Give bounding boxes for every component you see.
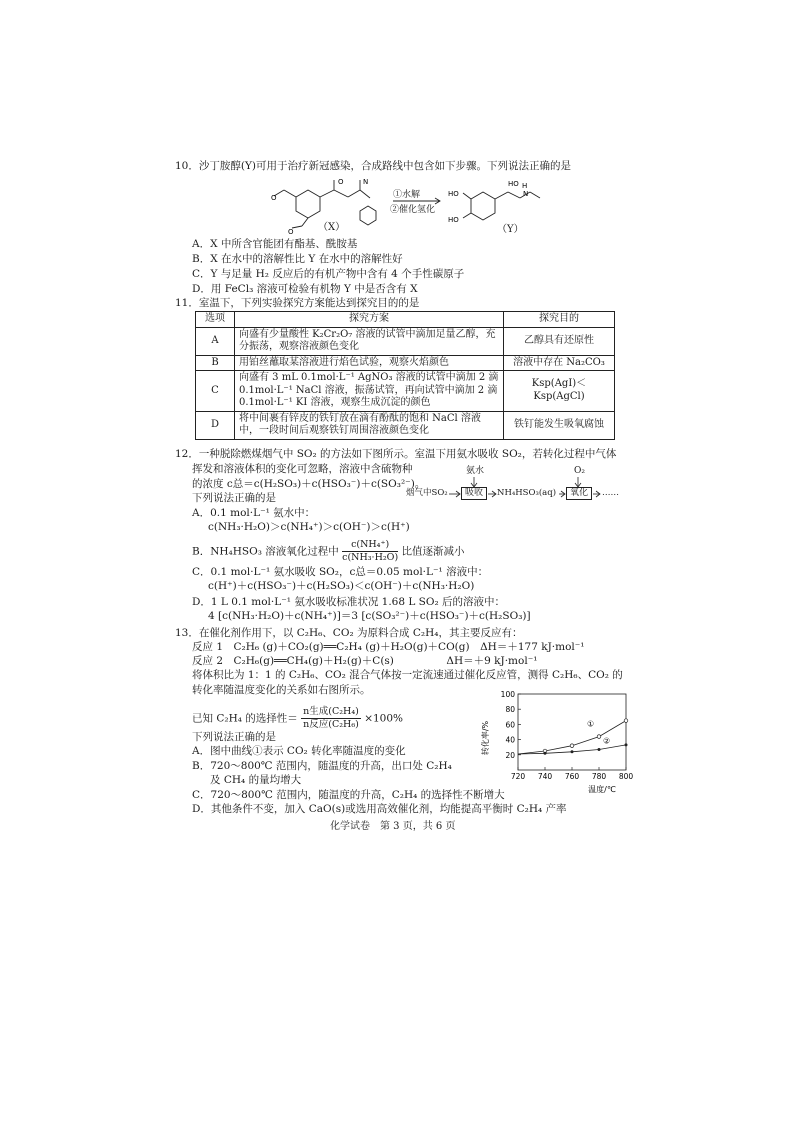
q13-option-b-line1: B．720～800℃ 范围内，随温度的升高，出口处 C₂H₄: [192, 760, 452, 772]
q13-stem: 13．在催化剂作用下，以 C₂H₆、CO₂ 为原料合成 C₂H₄，其主要反应有：: [175, 627, 523, 639]
row-goal: 乙醇具有还原性: [504, 327, 615, 355]
y-tick-label: 40: [505, 735, 515, 745]
flow-absorb-box: 吸收: [461, 487, 487, 500]
flow-o2-label: O₂: [574, 466, 585, 476]
q13-option-d: D．其他条件不变，加入 CaO(s)或选用高效催化剂，均能提高平衡时 C₂H₄ 产率: [192, 803, 567, 815]
x-tick-label: 720: [510, 772, 526, 781]
data-point: [598, 748, 601, 751]
flow-mid: NH₄HSO₃(aq): [497, 488, 557, 498]
chart-y-label: 转化率/%: [481, 720, 490, 756]
fraction-numerator: n生成(C₂H₄): [303, 706, 359, 717]
q12-option-d-line1: D．1 L 0.1 mol·L⁻¹ 氨水吸收标准状况 1.68 L SO₂ 后的溶液中：: [192, 596, 506, 608]
q13-option-b-line2: 及 CH₄ 的量均增大: [210, 774, 302, 786]
row-option: A: [196, 327, 235, 355]
x-tick-label: 760: [564, 772, 580, 781]
x-benzene-ring: [296, 190, 320, 218]
page-footer: 化学试卷 第 3 页，共 6 页: [330, 821, 456, 832]
table-row: [196, 411, 615, 439]
flow-end: ……: [602, 488, 619, 498]
q13-reaction-2: 反应 2 C₂H₆(g)══CH₄(g)＋H₂(g)＋C(s) ΔH＝＋9 kJ·mol⁻¹: [192, 655, 538, 667]
svg-text:HO: HO: [448, 216, 459, 224]
q11-table: [195, 311, 615, 440]
q10-stem: 10．沙丁胺醇(Y)可用于治疗新冠感染，合成路线中包含如下步骤。下列说法正确的是: [175, 160, 571, 172]
row-goal: Ksp(AgI)＜Ksp(AgCl): [504, 371, 615, 412]
q12-option-a-line1: A．0.1 mol·L⁻¹ 氨水中：: [192, 507, 316, 519]
q10-option-b: B．X 在水中的溶解性比 Y 在水中的溶解性好: [192, 253, 403, 265]
fraction-denominator: n反应(C₂H₆): [303, 718, 359, 730]
q13-ask: 下列说法正确的是: [192, 731, 276, 743]
row-plan: 用铂丝蘸取某溶液进行焰色试验，观察火焰颜色: [235, 355, 504, 371]
svg-text:H: H: [522, 182, 528, 190]
data-point: [597, 735, 601, 739]
q10-label-x: （X）: [318, 222, 346, 233]
q12-option-a-line2: c(NH₃·H₂O)＞c(NH₄⁺)＞c(OH⁻)＞c(H⁺): [208, 521, 410, 533]
x-phenyl-ring: [360, 206, 376, 225]
svg-text:HO: HO: [508, 180, 519, 188]
q12-option-b-pre: B．NH₄HSO₃ 溶液氧化过程中: [192, 545, 339, 558]
row-plan: 将中间裹有锌皮的铁钉放在滴有酚酞的饱和 NaCl 溶液中，一段时间后观察铁钉周围溶液颜色变化: [235, 411, 504, 439]
row-goal: 溶液中存在 Na₂CO₃: [504, 355, 615, 371]
series-label: ②: [603, 736, 611, 746]
conversion-chart: [478, 686, 638, 796]
x-tick-label: 780: [591, 772, 607, 781]
selectivity-fraction: [301, 706, 361, 731]
x-tick-label: 800: [618, 772, 634, 781]
y-benzene-ring: [471, 192, 495, 220]
data-point: [571, 750, 574, 753]
q13-option-c: C．720～800℃ 范围内，随温度的升高，C₂H₄ 的选择性不断增大: [192, 789, 505, 801]
q10-step1: ①水解: [393, 190, 421, 200]
data-point: [625, 743, 628, 746]
header-plan: 探究方案: [235, 312, 504, 328]
q13-description-line1: 将体积比为 1：1 的 C₂H₆、CO₂ 混合气体按一定流速通过催化反应管，测得 C₂H₆、CO₂ 的: [192, 669, 623, 681]
q12-option-b-post: 比值逐渐减小: [401, 545, 465, 558]
svg-text:N: N: [363, 178, 369, 186]
header-option: 选项: [196, 312, 235, 328]
data-point: [570, 744, 574, 748]
q12-stem-line3: 的浓度 c总＝c(H₂SO₃)＋c(HSO₃⁻)＋c(SO₃²⁻)。: [192, 478, 426, 490]
row-option: B: [196, 355, 235, 371]
q12-option-c-line1: C．0.1 mol·L⁻¹ 氨水吸收 SO₂，c总＝0.05 mol·L⁻¹ 溶液中：: [192, 566, 489, 578]
svg-text:O: O: [288, 228, 294, 234]
x-tick-label: 740: [537, 772, 553, 781]
q11-stem: 11．室温下，下列实验探究方案能达到探究目的的是: [175, 297, 420, 309]
series-label: ①: [587, 719, 595, 729]
q12-stem-line4: 下列说法正确的是: [192, 492, 276, 504]
y-tick-label: 80: [505, 705, 515, 715]
svg-text:HO: HO: [448, 190, 459, 198]
row-goal: 铁钉能发生吸氧腐蚀: [504, 411, 615, 439]
q10-option-c: C．Y 与足量 H₂ 反应后的有机产物中含有 4 个手性碳原子: [192, 268, 465, 280]
q12-option-c-line2: c(H⁺)＋c(HSO₃⁻)＋c(H₂SO₃)＜c(OH⁻)＋c(NH₃·H₂O): [208, 580, 475, 592]
table-row: [196, 371, 615, 412]
header-goal: 探究目的: [504, 312, 615, 328]
data-point: [544, 752, 547, 755]
q10-step2: ②催化氢化: [390, 205, 436, 215]
y-tick-label: 100: [500, 690, 515, 699]
q12-option-b-fraction: [342, 539, 398, 564]
q12-flow-diagram: [406, 466, 626, 506]
flow-gas: 烟气中SO₂: [406, 488, 448, 498]
flow-arrows: [406, 466, 626, 506]
q13-reaction-1: 反应 1 C₂H₆ (g)＋CO₂(g)══C₂H₄ (g)＋H₂O(g)＋CO(g) ΔH＝＋177 kJ·mol⁻¹: [192, 641, 585, 653]
q12-option-d-line2: 4 [c(NH₃·H₂O)＋c(NH₄⁺)]＝3 [c(SO₃²⁻)＋c(HSO₃⁻)＋c(H₂SO₃)]: [208, 610, 531, 622]
fraction-denominator: c(NH₃·H₂O): [342, 551, 399, 563]
q12-stem-line2: 挥发和溶液体积的变化可忽略，溶液中含硫物种: [192, 463, 413, 475]
svg-text:N: N: [523, 190, 529, 198]
y-tick-label: 20: [505, 750, 515, 760]
q13-description-line2: 转化率随温度变化的关系如右图所示。: [192, 684, 371, 696]
chart-frame: [518, 694, 626, 770]
chart-x-label: 温度/℃: [588, 785, 616, 794]
data-point: [624, 719, 628, 723]
flow-oxidize-box: 氧化: [566, 487, 592, 500]
q10-option-a: A．X 中所含官能团有酯基、酰胺基: [192, 238, 358, 250]
q10-option-d: D．用 FeCl₃ 溶液可检验有机物 Y 中是否含有 X: [192, 283, 418, 295]
q12-option-b: [192, 539, 465, 564]
table-row: [196, 355, 615, 371]
row-plan: 向盛有少量酸性 K₂Cr₂O₇ 溶液的试管中滴加足量乙醇，充分振荡，观察溶液颜色变化: [235, 327, 504, 355]
selectivity-post: ×100%: [364, 712, 404, 725]
q13-option-a: A．图中曲线①表示 CO₂ 转化率随温度的变化: [192, 745, 406, 757]
svg-text:O: O: [271, 194, 277, 202]
selectivity-pre: 已知 C₂H₄ 的选择性＝: [192, 712, 298, 725]
flow-ammonia-label: 氨水: [466, 466, 485, 476]
svg-text:O: O: [338, 178, 344, 186]
q13-selectivity-formula: [192, 706, 403, 731]
row-plan: 向盛有 3 mL 0.1mol·L⁻¹ AgNO₃ 溶液的试管中滴加 2 滴 0.1mol·L⁻¹ NaCl 溶液，振荡试管，再向试管中滴加 2 滴 0.1mol·L⁻¹ KI 溶液，观察生成沉淀的颜色: [235, 371, 504, 412]
row-option: C: [196, 371, 235, 412]
table-row: [196, 327, 615, 355]
q12-stem-line1: 12．一种脱除燃煤烟气中 SO₂ 的方法如下图所示。室温下用氨水吸收 SO₂，若转化过程中气体: [175, 448, 617, 460]
fraction-numerator: c(NH₄⁺): [342, 539, 398, 552]
q10-label-y: （Y）: [497, 224, 524, 235]
y-tick-label: 60: [505, 720, 515, 730]
table-header-row: [196, 312, 615, 328]
row-option: D: [196, 411, 235, 439]
